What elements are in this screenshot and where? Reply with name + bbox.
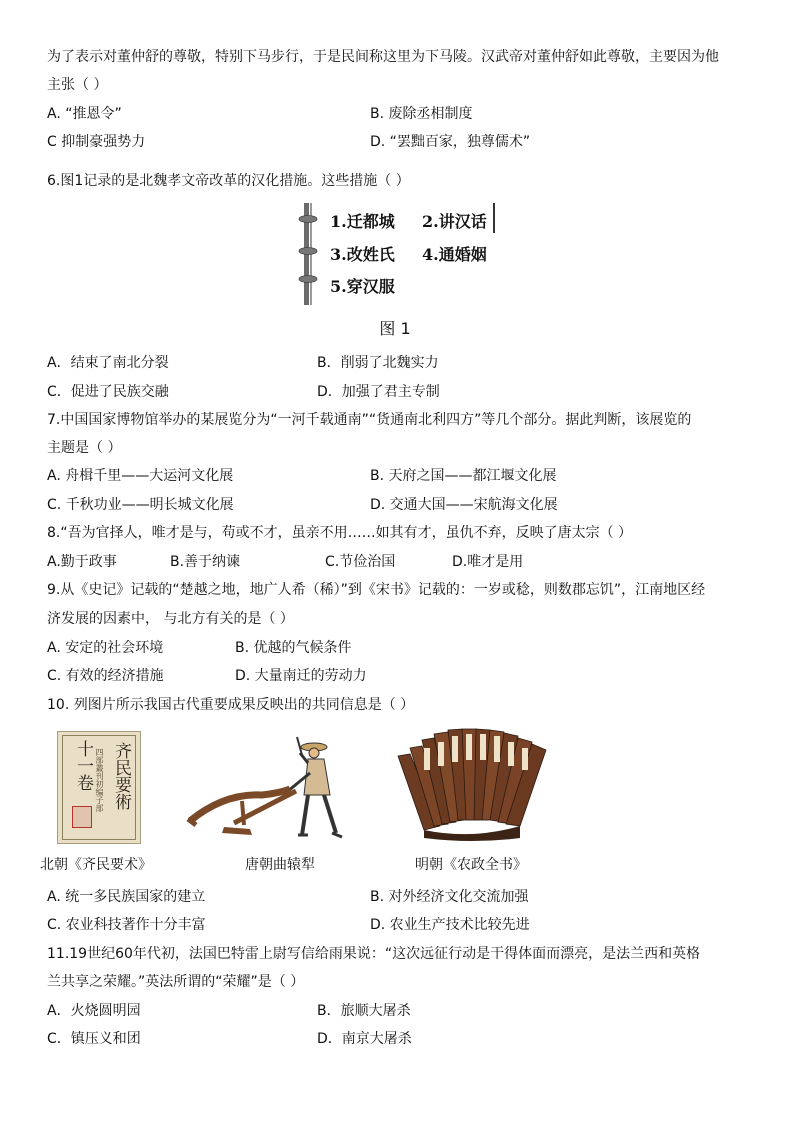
q8-option-d: D.唯才是用 xyxy=(452,554,524,570)
q11-option-c: C．镇压义和团 xyxy=(47,1031,141,1047)
q9-option-b: B. 优越的气候条件 xyxy=(235,640,352,656)
q6-option-d: D．加强了君主专制 xyxy=(317,384,440,400)
image-caption-1: 北朝《齐民要术》 xyxy=(40,857,152,873)
figure-item-1: 1.迁都城 xyxy=(330,212,395,231)
q8-option-a: A.勤于政事 xyxy=(47,554,117,570)
q5-option-d: D. “罢黜百家，独尊儒术” xyxy=(370,134,531,150)
image-caption-2: 唐朝曲辕犁 xyxy=(245,857,315,873)
curved-plow-image xyxy=(184,733,364,843)
q8-stem: 8.“吾为官择人，唯才是与，苟或不才，虽亲不用……如其有才，虽仇不弃，反映了唐太宗（ ） xyxy=(47,525,633,541)
image-caption-3: 明朝《农政全书》 xyxy=(415,857,527,873)
intro-line-2: 主张（ ） xyxy=(47,77,108,93)
q10-stem: 10. 列图片所示我国古代重要成果反映出的共同信息是（ ） xyxy=(47,697,415,713)
q8-option-c: C.节俭治国 xyxy=(325,554,396,570)
seal-stamp xyxy=(72,806,92,828)
figure-caption: 图 1 xyxy=(379,319,411,338)
q5-option-a: A. “推恩令” xyxy=(47,106,122,122)
q6-option-c: C．促进了民族交融 xyxy=(47,384,169,400)
q11-stem-line-1: 11.19世纪60年代初，法国巴特雷上尉写信给雨果说：“这次远征行动是干得体面而漂亮，是法兰西和英格 xyxy=(47,946,701,962)
book-title-text: 齐民要術 xyxy=(111,742,131,810)
q11-option-b: B．旅顺大屠杀 xyxy=(317,1003,411,1019)
q6-option-b: B．削弱了北魏实力 xyxy=(317,355,439,371)
plow-figure xyxy=(188,789,296,835)
q7-option-c: C. 千秋功业——明长城文化展 xyxy=(47,497,234,513)
q10-option-a: A. 统一多民族国家的建立 xyxy=(47,889,206,905)
q9-stem-line-1: 9.从《史记》记载的“楚越之地，地广人希（稀）”到《宋书》记载的：一岁或稔，则数郡忘饥”，江南地区经 xyxy=(47,582,706,598)
q7-option-b: B. 天府之国——都江堰文化展 xyxy=(370,468,557,484)
q5-option-b: B. 废除丞相制度 xyxy=(370,106,473,122)
farmer-figure xyxy=(288,737,342,837)
q7-stem-line-1: 7.中国国家博物馆举办的某展览分为“一河千载通南”“货通南北利四方”等几个部分。据此判断，该展览的 xyxy=(47,412,692,428)
intro-line-1: 为了表示对董仲舒的尊敬，特别下马步行，于是民间称这里为下马陵。汉武帝对董仲舒如此尊敬，主要因为他 xyxy=(47,49,719,65)
q5-option-c: C 抑制豪强势力 xyxy=(47,134,146,150)
q10-option-c: C. 农业科技著作十分丰富 xyxy=(47,917,206,933)
q7-stem-line-2: 主题是（ ） xyxy=(47,440,122,456)
q6-stem: 6.图1记录的是北魏孝文帝改革的汉化措施。这些措施（ ） xyxy=(47,173,410,189)
q9-option-c: C. 有效的经济措施 xyxy=(47,668,164,684)
q9-stem-line-2: 济发展的因素中， 与北方有关的是（ ） xyxy=(47,611,294,627)
figure-item-3: 3.改姓氏 xyxy=(330,245,395,264)
qiminyaoshu-book-image xyxy=(57,731,141,844)
q6-figure xyxy=(296,201,498,307)
figure-item-4: 4.通婚姻 xyxy=(422,245,487,264)
q11-stem-line-2: 兰共享之荣耀。”英法所谓的“荣耀”是（ ） xyxy=(47,974,305,990)
nongzhengquanshu-books-image xyxy=(394,726,550,844)
q9-option-a: A. 安定的社会环境 xyxy=(47,640,164,656)
q9-option-d: D. 大量南迁的劳动力 xyxy=(235,668,367,684)
q7-option-d: D. 交通大国——宋航海文化展 xyxy=(370,497,558,513)
book-volume-text: 十一卷 xyxy=(73,740,93,791)
figure-item-2: 2.讲汉话 xyxy=(422,212,487,231)
q7-option-a: A. 舟楫千里——大运河文化展 xyxy=(47,468,234,484)
q10-option-b: B. 对外经济文化交流加强 xyxy=(370,889,529,905)
q11-option-d: D．南京大屠杀 xyxy=(317,1031,412,1047)
q6-option-a: A．结束了南北分裂 xyxy=(47,355,169,371)
q11-option-a: A．火烧圆明园 xyxy=(47,1003,141,1019)
figure-item-5: 5.穿汉服 xyxy=(330,277,395,296)
book-side-text: 四部叢刊初编子部 xyxy=(95,748,104,812)
q10-option-d: D. 农业生产技术比较先进 xyxy=(370,917,530,933)
q8-option-b: B.善于纳谏 xyxy=(170,554,241,570)
